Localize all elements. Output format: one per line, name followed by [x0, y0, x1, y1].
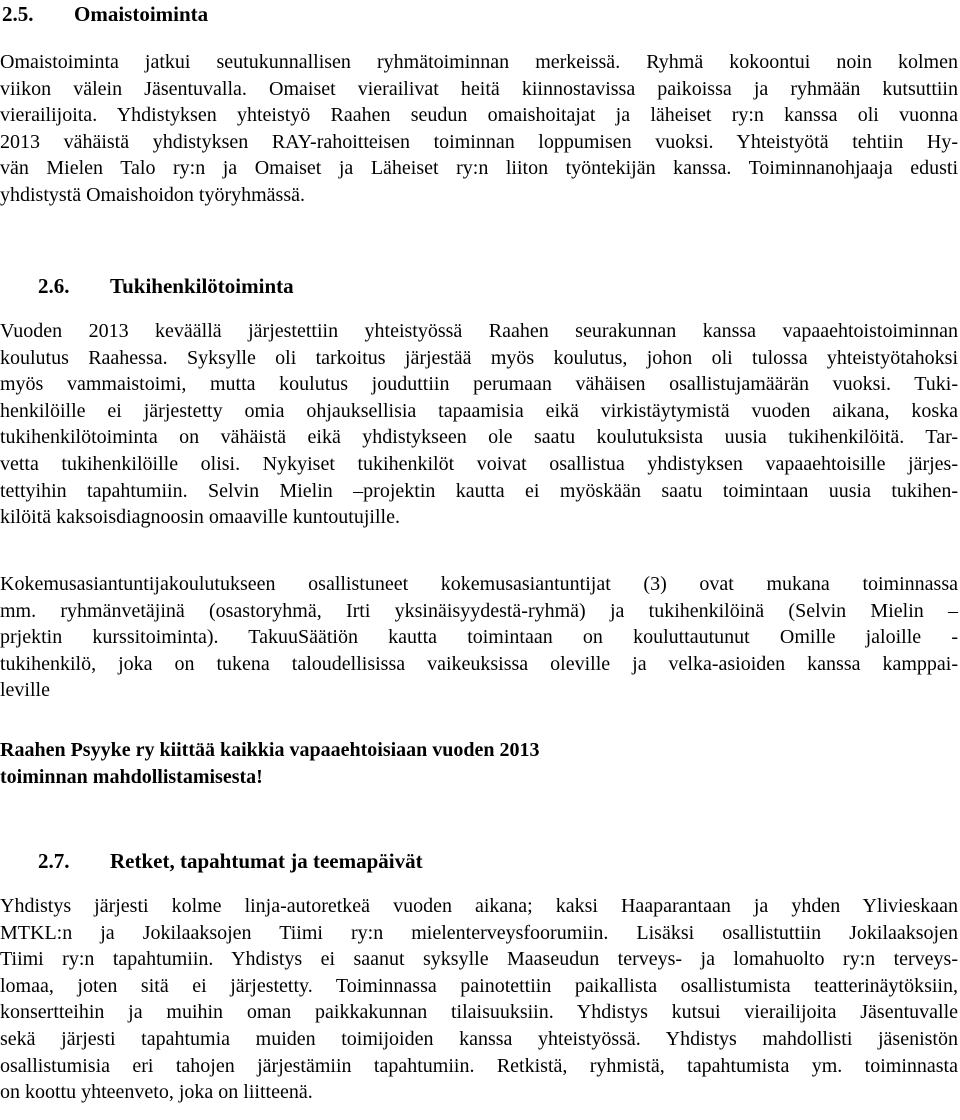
- section-title: Omaistoiminta: [74, 2, 209, 26]
- text-line: tukihenkilö, joka on tukena taloudellisissa vaikeuksissa oleville ja velka-asioiden kanssa kamppai-: [0, 652, 958, 675]
- text-line: sekä järjesti tapahtumia muiden toimijoiden kanssa yhteistyössä. Yhdistys mahdollisti jäsenistön: [0, 1027, 958, 1050]
- text-line: lomaa, joten sitä ei järjestetty. Toiminnassa painotettiin paikallista osallistumista teatterinäytöksiin,: [0, 974, 958, 997]
- paragraph: [0, 318, 958, 531]
- text-line: kilöitä kaksoisdiagnoosin omaaville kuntoutujille.: [0, 506, 400, 529]
- text-line: tukihenkilötoiminta on vähäistä eikä yhdistykseen ole saatu koulutuksista uusia tukihenkilöitä. Tar-: [0, 426, 958, 449]
- text-line: MTKL:n ja Jokilaaksojen Tiimi ry:n mielenterveysfoorumiin. Lisäksi osallistuttiin Jokilaaksojen: [0, 921, 958, 944]
- text-line: yhdistystä Omaishoidon työryhmässä.: [0, 183, 305, 206]
- thanks-statement: [0, 737, 540, 790]
- section-number: 2.6.: [38, 274, 70, 298]
- section-heading-2-7: [0, 849, 423, 873]
- text-line: Omaistoiminta jatkui seutukunnallisen ryhmätoiminnan merkeissä. Ryhmä kokoontui noin kolmen: [0, 51, 958, 73]
- section-heading-2-5: [0, 2, 208, 26]
- text-line: Tiimi ry:n tapahtumiin. Yhdistys ei saanut syksylle Maaseudun terveys- ja lomahuolto ry:n terveys-: [0, 948, 958, 971]
- text-line: viikon välein Jäsentuvalla. Omaiset vierailivat heitä kiinnostavissa paikoissa ja ryhmään kutsuttiin: [0, 77, 958, 100]
- text-line: konsertteihin ja muihin oman paikkakunnan tilaisuuksiin. Yhdistys kutsui vierailijoita Jäsentuvalle: [0, 1001, 958, 1024]
- text-line: 2013 vähäistä yhdistyksen RAY-rahoitteisen toiminnan loppumisen vuoksi. Yhteistyötä tehtiin Hy-: [0, 130, 958, 153]
- text-line: vierailijoita. Yhdistyksen yhteistyö Raahen seudun omaishoitajat ja läheiset ry:n kanssa oli vuonna: [0, 104, 958, 127]
- section-title: Tukihenkilötoiminta: [110, 274, 294, 298]
- section-heading-2-6: [0, 274, 294, 298]
- text-line: leville: [0, 679, 50, 702]
- text-line: vetta tukihenkilöille olisi. Nykyiset tukihenkilöt voivat osallistua yhdistyksen vapaaehtoisille järjes-: [0, 452, 958, 475]
- text-line: vän Mielen Talo ry:n ja Omaiset ja Läheiset ry:n liiton työntekijän kanssa. Toiminnanohjaaja edusti: [0, 157, 958, 180]
- text-line: henkilöille ei järjestetty omia ohjauksellisia tapaamisia eikä virkistäytymistä vuoden aikana, koska: [0, 399, 958, 422]
- text-line: myös vammaistoimi, mutta koulutus jouduttiin perumaan vähäisen osallistujamäärän vuoksi. Tuki-: [0, 373, 958, 396]
- text-line: Yhdistys järjesti kolme linja-autoretkeä vuoden aikana; kaksi Haaparantaan ja yhden Ylivieskaan: [0, 895, 958, 917]
- text-line: tettyihin tapahtumiin. Selvin Mielin –projektin kautta ei myöskään saatu toimintaan uusia tukihen-: [0, 479, 958, 502]
- text-line: koulutus Raahessa. Syksylle oli tarkoitus järjestää myös koulutus, johon oli tulossa yhteistyötahoksi: [0, 346, 958, 369]
- paragraph: [0, 893, 958, 1106]
- text-line: prjektin kurssitoiminta). TakuuSäätiön kautta toimintaan on kouluttautunut Omille jaloille -: [0, 626, 958, 649]
- section-number: 2.7.: [38, 849, 70, 873]
- text-line: Vuoden 2013 keväällä järjestettiin yhteistyössä Raahen seurakunnan kanssa vapaaehtoistoiminnan: [0, 320, 958, 342]
- section-number: 2.5.: [2, 2, 34, 26]
- section-title: Retket, tapahtumat ja teemapäivät: [110, 849, 423, 873]
- text-line: Kokemusasiantuntijakoulutukseen osallistuneet kokemusasiantuntijat (3) ovat mukana toiminnassa: [0, 573, 958, 595]
- paragraph: [0, 571, 958, 704]
- text-line: Raahen Psyyke ry kiittää kaikkia vapaaehtoisiaan vuoden 2013: [0, 739, 540, 761]
- text-line: on koottu yhteenveto, joka on liitteenä.: [0, 1081, 313, 1104]
- text-line: toiminnan mahdollistamisesta!: [0, 765, 263, 788]
- text-line: osallistumisia eri tahojen järjestämiin tapahtumiin. Retkistä, ryhmistä, tapahtumista ym. toiminnasta: [0, 1054, 958, 1077]
- paragraph: [0, 49, 958, 209]
- text-line: mm. ryhmänvetäjinä (osastoryhmä, Irti yksinäisyydestä-ryhmä) ja tukihenkilöinä (Selvin Mielin –: [0, 599, 958, 622]
